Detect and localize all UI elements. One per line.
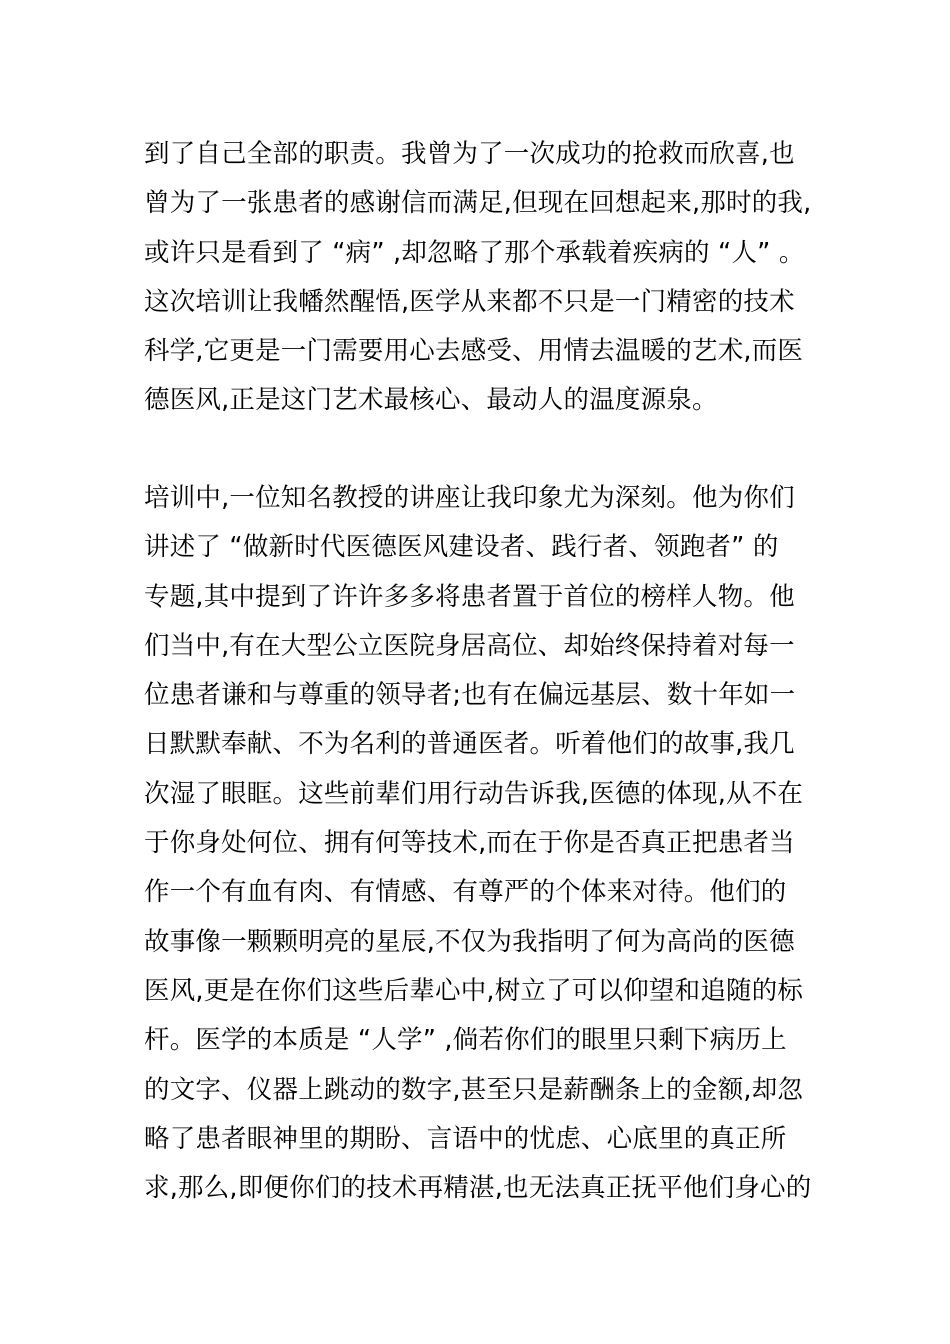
text-line: 次湿了眼眶。这些前辈们用行动告诉我,医德的体现,从不在 [144, 778, 804, 809]
text-line: 作一个有血有肉、有情感、有尊严的个体来对待。他们的 [144, 877, 787, 908]
text-line: 到了自己全部的职责。我曾为了一次成功的抢救而欣喜,也 [144, 139, 795, 169]
text-line: 位患者谦和与尊重的领导者;也有在偏远基层、数十年如一 [144, 680, 796, 711]
text-line: 讲述了 “做新时代医德医风建设者、践行者、领跑者” 的 [144, 532, 779, 563]
paragraph-1 [144, 130, 824, 426]
text-line: 医风,更是在你们这些后辈心中,树立了可以仰望和追随的标 [144, 975, 804, 1006]
text-line: 培训中,一位知名教授的讲座让我印象尤为深刻。他为你们 [144, 483, 795, 513]
paragraph-2 [144, 474, 824, 1213]
text-line: 于你身处何位、拥有何等技术,而在于你是否真正把患者当 [144, 828, 795, 859]
text-line: 这次培训让我幡然醒悟,医学从来都不只是一门精密的技术 [144, 286, 795, 317]
text-line: 故事像一颗颗明亮的星辰,不仅为我指明了何为高尚的医德 [144, 926, 795, 957]
text-line: 科学,它更是一门需要用心去感受、用情去温暖的艺术,而医 [144, 336, 804, 367]
text-line: 德医风,正是这门艺术最核心、最动人的温度源泉。 [144, 385, 718, 416]
text-line: 或许只是看到了 “病” ,却忽略了那个承载着疾病的 “人” 。 [144, 237, 805, 268]
text-line: 专题,其中提到了许许多多将患者置于首位的榜样人物。他 [144, 581, 795, 612]
text-line: 杆。医学的本质是 “人学” ,倘若你们的眼里只剩下病历上 [144, 1025, 787, 1056]
text-line: 曾为了一张患者的感谢信而满足,但现在回想起来,那时的我, [144, 188, 812, 219]
text-line: 的文字、仪器上跳动的数字,甚至只是薪酬条上的金额,却忽 [144, 1074, 804, 1105]
text-line: 求,那么,即便你们的技术再精湛,也无法真正抚平他们身心的 [144, 1173, 812, 1204]
text-line: 略了患者眼神里的期盼、言语中的忧虑、心底里的真正所 [144, 1123, 787, 1154]
text-line: 日默默奉献、不为名利的普通医者。听着他们的故事,我几 [144, 729, 795, 760]
text-line: 们当中,有在大型公立医院身居高位、却始终保持着对每一 [144, 630, 795, 661]
